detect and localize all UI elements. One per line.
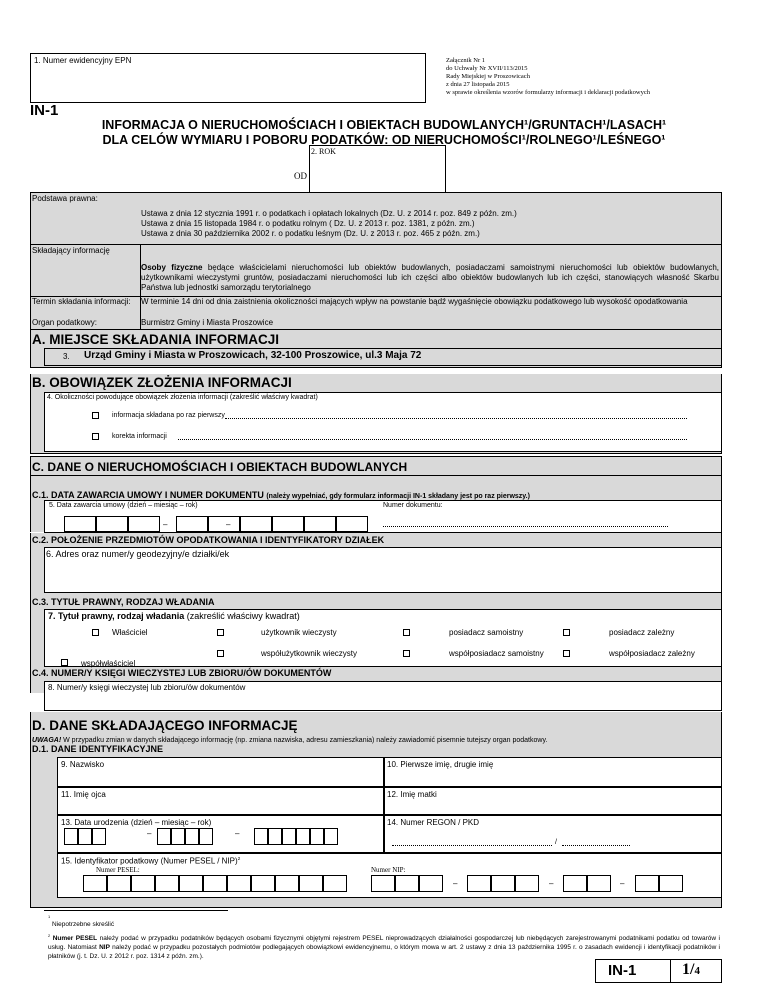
date-cell[interactable]: [208, 516, 240, 532]
pesel-digit-cell[interactable]: [83, 875, 107, 892]
c2-title: C.2. POŁOŻENIE PRZEDMIOTÓW OPODATKOWANIA I IDENTYFIKATORY DZIAŁEK: [32, 535, 385, 545]
field-10-label: 10. Pierwsze imię, drugie imię: [387, 760, 494, 769]
annex-line: w sprawie określenia wzorów formularzy informacji i deklaracji podatkowych: [446, 89, 650, 96]
document-number-label: Numer dokumentu:: [383, 502, 443, 509]
checkbox-owner[interactable]: [92, 629, 99, 636]
birth-date-cell[interactable]: [282, 828, 296, 845]
nip-digit-cell[interactable]: [587, 875, 611, 892]
od-label: OD: [294, 171, 307, 181]
deadline-text: W terminie 14 dni od dnia zaistnienia okoliczności mających wpływ na powstanie bądź wygaśnięcie obowiązku podatkowego lub wysokość opodatkowania: [141, 297, 688, 306]
checkbox-perpetual-user[interactable]: [217, 629, 224, 636]
nip-separator: –: [549, 879, 554, 888]
checkbox-independent-possessor[interactable]: [403, 629, 410, 636]
checkbox-correction[interactable]: [92, 433, 99, 440]
nip-separator: –: [620, 879, 625, 888]
option-co-owner: współwłaściciel: [81, 659, 136, 668]
nip-digit-cell[interactable]: [563, 875, 587, 892]
basis-line: Ustawa z dnia 15 listopada 1984 r. o podatku rolnym ( Dz. U. z 2013 r. poz. 1381, z późn. zm.): [141, 219, 475, 228]
pesel-digit-cell[interactable]: [179, 875, 203, 892]
pesel-digit-cell[interactable]: [107, 875, 131, 892]
pesel-digit-cell[interactable]: [251, 875, 275, 892]
birth-date-cell[interactable]: [310, 828, 324, 845]
footnote-2-text: należy podać w przypadku pozostałych podmiotów podlegających obowiązkowi ewidencyjnemu, o którym mowa w art. 2 ustawy z dnia 13 października 1995 r. o zasadach ewidencji i identyfikacji podatników i płatników (j. t. Dz. U. z 2012 r. poz. 1314 z późn. zm.).: [48, 944, 720, 961]
birth-date-cell[interactable]: [171, 828, 185, 845]
page-total: 4: [694, 965, 700, 977]
date-cell[interactable]: [272, 516, 304, 532]
nip-digit-cell[interactable]: [467, 875, 491, 892]
birth-date-cell[interactable]: [78, 828, 92, 845]
pesel-digit-cell[interactable]: [155, 875, 179, 892]
field-3-number: 3.: [63, 352, 70, 361]
pesel-digit-cell[interactable]: [299, 875, 323, 892]
year-box[interactable]: [309, 145, 446, 193]
authority-label: Organ podatkowy:: [32, 318, 97, 327]
date-cell[interactable]: [240, 516, 272, 532]
field-15-footnote-mark: 2: [237, 857, 241, 862]
annex-line: Załącznik Nr 1: [446, 57, 485, 64]
nip-digit-cell[interactable]: [515, 875, 539, 892]
date-separator: –: [226, 520, 231, 529]
c4-title: C.4. NUMER/Y KSIĘGI WIECZYSTEJ LUB ZBIORU/ÓW DOKUMENTÓW: [32, 668, 332, 678]
pkd-input[interactable]: [562, 845, 630, 846]
pesel-digit-cell[interactable]: [203, 875, 227, 892]
footnote-divider: [44, 910, 228, 911]
regon-separator: /: [555, 839, 557, 846]
birth-date-cell[interactable]: [185, 828, 199, 845]
birth-date-cell[interactable]: [254, 828, 268, 845]
note-text: W przypadku zmian w danych składającego informację (np. zmiana nazwiska, adresu zamieszkania) należy zawiadomić pisemnie tutejszy organ podatkowy.: [61, 737, 548, 744]
regon-input[interactable]: [392, 845, 552, 846]
date-cell[interactable]: [96, 516, 128, 532]
annex-line: do Uchwały Nr XVII/113/2015: [446, 65, 528, 72]
section-c-title: C. DANE O NIERUCHOMOŚCIACH I OBIEKTACH BUDOWLANYCH: [32, 460, 408, 474]
field-11[interactable]: [57, 787, 384, 815]
nip-digit-cell[interactable]: [659, 875, 683, 892]
submitter-desc: będące właścicielami nieruchomości lub obiektów budowlanych, posiadaczami samoistnymi nieruchomości lub obiektów budowlanych, użytkownikami wieczystymi gruntów, posiadaczami nieruchomości lub ich części albo obiektów budowlanych lub ich części, stanowiących własność Skarbu Państwa lub jednostki samorządu terytorialnego: [141, 263, 719, 292]
footnote-1: [48, 913, 115, 929]
field-15-label: [61, 855, 240, 867]
pesel-digit-cell[interactable]: [275, 875, 299, 892]
submitter-bold: Osoby fizyczne: [141, 263, 203, 272]
submitter-label: Składający informację: [32, 246, 110, 255]
submission-place: Urząd Gminy i Miasta w Proszowicach, 32-100 Proszowice, ul.3 Maja 72: [84, 350, 422, 361]
field-9-label: 9. Nazwisko: [61, 760, 105, 769]
option-co-perpetual-user: współużytkownik wieczysty: [261, 649, 358, 658]
form-title-line2: DLA CELÓW WYMIARU I POBORU PODATKÓW: OD NIERUCHOMOŚCI¹/ROLNEGO¹/LEŚNEGO¹: [102, 133, 666, 147]
birth-date-cell[interactable]: [92, 828, 106, 845]
checkbox-dependent-possessor[interactable]: [563, 629, 570, 636]
field-12-label: 12. Imię matki: [387, 790, 437, 799]
birth-date-cell[interactable]: [157, 828, 171, 845]
checkbox-first-time[interactable]: [92, 412, 99, 419]
date-cell[interactable]: [176, 516, 208, 532]
field-13-label: 13. Data urodzenia (dzień – miesiąc – rok): [61, 818, 212, 827]
nip-digit-cell[interactable]: [635, 875, 659, 892]
c1-note: (należy wypełniać, gdy formularz informacji IN-1 składany jest po raz pierwszy.): [266, 493, 530, 500]
section-b-title: B. OBOWIĄZEK ZŁOŻENIA INFORMACJI: [32, 375, 292, 390]
footnote-2-bold: Numer PESEL: [52, 935, 98, 943]
c1-title-text: C.1. DATA ZAWARCIA UMOWY I NUMER DOKUMENTU: [32, 490, 264, 500]
deadline-label: Termin składania informacji:: [32, 297, 131, 306]
field-11-label: 11. Imię ojca: [61, 790, 106, 799]
field-9[interactable]: [57, 757, 384, 787]
checkbox-co-perpetual-user[interactable]: [217, 650, 224, 657]
field-6-label: 6. Adres oraz numer/y geodezyjny/e działki/ek: [46, 549, 230, 559]
footnote-1-text: Niepotrzebne skreślić: [51, 921, 115, 929]
form-code: IN-1: [30, 102, 59, 119]
footnote-1-mark: 1: [48, 914, 51, 919]
field-4-label: 4. Okoliczności powodujące obowiązek złożenia informacji (zakreślić właściwy kwadrat): [47, 394, 318, 401]
birth-date-separator: –: [235, 829, 240, 838]
date-cell[interactable]: [304, 516, 336, 532]
checkbox-co-independent-possessor[interactable]: [403, 650, 410, 657]
annex-line: Rady Miejskiej w Proszowicach: [446, 73, 530, 80]
field-15-label-text: 15. Identyfikator podatkowy (Numer PESEL / NIP): [61, 856, 238, 866]
field-7-label: [48, 611, 300, 622]
checkbox-co-dependent-possessor[interactable]: [563, 650, 570, 657]
page-current: 1/: [682, 961, 695, 978]
c3-title: C.3. TYTUŁ PRAWNY, RODZAJ WŁADANIA: [32, 597, 215, 607]
pesel-digit-cell[interactable]: [323, 875, 347, 892]
option-owner: Właściciel: [112, 628, 148, 637]
birth-date-cell[interactable]: [324, 828, 338, 845]
epn-box[interactable]: [30, 53, 426, 103]
option-perpetual-user: użytkownik wieczysty: [261, 628, 337, 637]
birth-date-cell[interactable]: [199, 828, 213, 845]
footnote-2: [48, 931, 720, 961]
birth-date-cell[interactable]: [296, 828, 310, 845]
option-independent-possessor: posiadacz samoistny: [449, 628, 524, 637]
date-separator: –: [163, 520, 168, 529]
nip-digit-cell[interactable]: [395, 875, 419, 892]
basis-text: [141, 209, 517, 239]
date-cell[interactable]: [336, 516, 368, 532]
page-number: [682, 961, 700, 979]
epn-label: 1. Numer ewidencyjny EPN: [34, 56, 132, 65]
option-co-independent-possessor: współposiadacz samoistny: [449, 649, 544, 658]
field-7-note: (zakreślić właściwy kwadrat): [186, 611, 300, 621]
basis-line: Ustawa z dnia 30 października 2002 r. o podatku leśnym (Dz. U. z 2013 r. poz. 465 z późn. zm.): [141, 229, 480, 238]
year-label: 2. ROK: [311, 147, 336, 156]
note-warning: UWAGA!: [32, 737, 62, 744]
basis-line: Ustawa z dnia 12 stycznia 1991 r. o podatkach i opłatach lokalnych (Dz. U. z 2014 r. poz. 849 z późn. zm.): [141, 209, 517, 218]
nip-digit-cell[interactable]: [419, 875, 443, 892]
field-14-label: 14. Numer REGON / PKD: [387, 818, 480, 827]
annex-note: [446, 57, 650, 97]
annex-line: z dnia 27 listopada 2015: [446, 81, 510, 88]
footnote-2-bold: NIP: [99, 944, 110, 952]
checkbox-co-owner[interactable]: [61, 659, 68, 666]
field-5-label: 5. Data zawarcia umowy (dzień – miesiąc – rok): [49, 502, 198, 509]
nip-separator: –: [453, 879, 458, 888]
option-dependent-possessor: posiadacz zależny: [609, 628, 675, 637]
option-first-time: informacja składana po raz pierwszy: [112, 412, 225, 419]
page-box-form-code: IN-1: [608, 962, 637, 979]
authority-text: Burmistrz Gminy i Miasta Proszowice: [141, 318, 274, 327]
pesel-digit-cell[interactable]: [131, 875, 155, 892]
nip-digit-cell[interactable]: [491, 875, 515, 892]
section-a-title: A. MIEJSCE SKŁADANIA INFORMACJI: [32, 332, 280, 347]
birth-date-cell[interactable]: [64, 828, 78, 845]
pesel-label: Numer PESEL:: [96, 866, 140, 874]
section-d-title: D. DANE SKŁADAJĄCEGO INFORMACJĘ: [32, 718, 298, 733]
birth-date-cell[interactable]: [268, 828, 282, 845]
footnote-2-mark: 2: [48, 933, 51, 938]
footnote-2-text: należy podać w przypadku podatników będących osobami fizycznymi objętymi rejestrem PESEL nieprowadzących działalności gospodarczej lub niebędących zarejestrowanymi podatnikami podatku od towarów i usług. Natomiast: [48, 935, 720, 952]
field-7-label-text: 7. Tytuł prawny, rodzaj władania: [48, 611, 185, 621]
option-co-dependent-possessor: współposiadacz zależny: [609, 649, 695, 658]
nip-label: Numer NIP:: [371, 866, 406, 874]
birth-date-separator: –: [147, 829, 152, 838]
field-8-label: 8. Numer/y księgi wieczystej lub zbioru/ów dokumentów: [48, 683, 246, 692]
form-title-line1: INFORMACJA O NIERUCHOMOŚCIACH I OBIEKTACH BUDOWLANYCH¹/GRUNTACH¹/LASACH¹: [101, 118, 667, 132]
date-cell[interactable]: [64, 516, 96, 532]
d1-title: D.1. DANE IDENTYFIKACYJNE: [32, 744, 164, 754]
basis-label: Podstawa prawna:: [32, 194, 98, 203]
nip-digit-cell[interactable]: [371, 875, 395, 892]
document-number-input[interactable]: [383, 526, 668, 527]
submitter-text: [141, 263, 719, 293]
date-cell[interactable]: [128, 516, 160, 532]
pesel-digit-cell[interactable]: [227, 875, 251, 892]
option-correction: korekta informacji: [112, 433, 167, 440]
